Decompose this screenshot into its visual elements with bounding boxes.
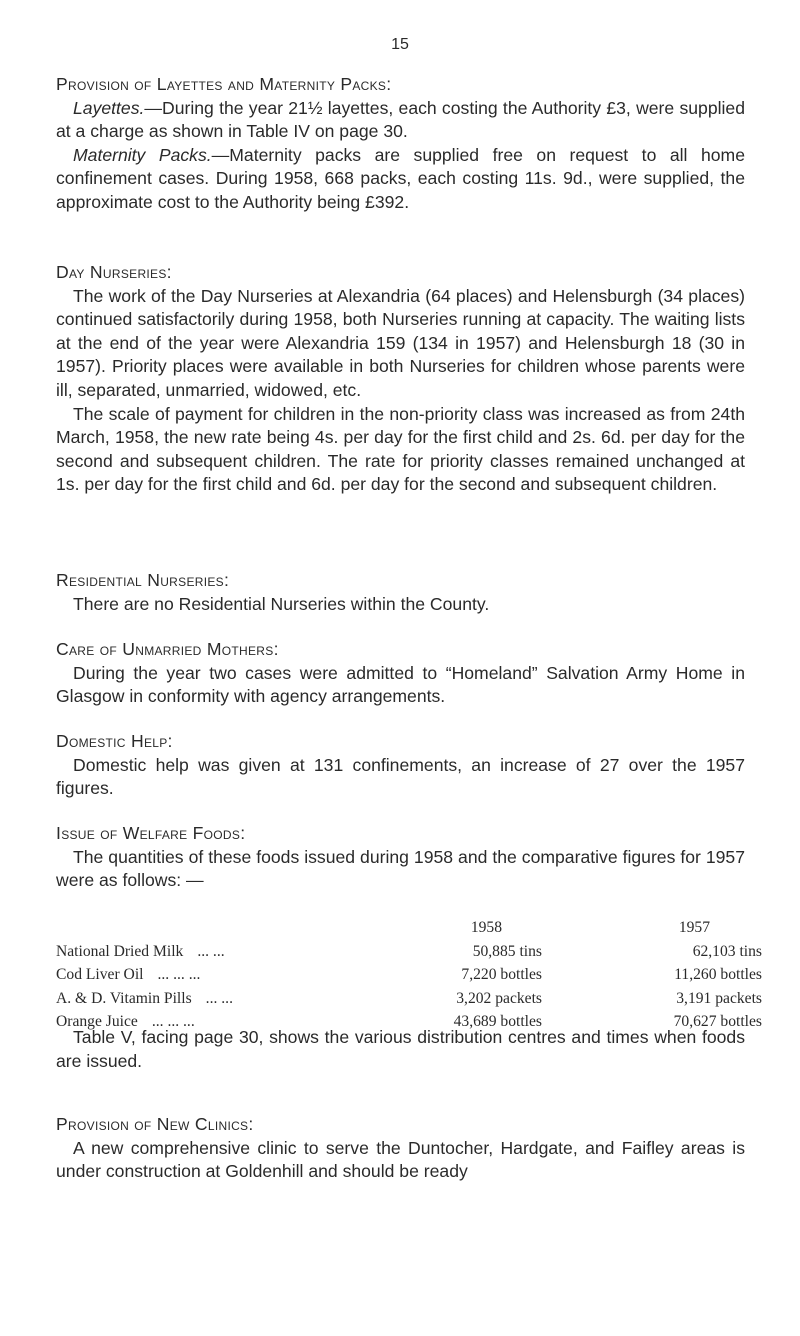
para-domestic-help: Domestic help was given at 131 confinements, an increase of 27 over the 1957 figures. [56,754,745,799]
label-layettes: Layettes. [73,97,145,118]
leader-dots: ... ... [205,989,233,1007]
food-name: A. & D. Vitamin Pills [56,989,192,1007]
para-new-clinics: A new comprehensive clinic to serve the Duntocher, Hardgate, and Faifley areas is under construction at Goldenhill and should be ready [56,1137,745,1182]
col-header-1958: 1958 [470,919,502,936]
para-unmarried-mothers: During the year two cases were admitted to “Homeland” Salvation Army Home in Glasgow in conformity with agency arrangements. [56,662,745,707]
table-row [56,987,762,1011]
section-welfare-after [56,1026,745,1073]
para-welfare-intro: The quantities of these foods issued during 1958 and the comparative figures for 1957 were as follows: — [56,846,745,891]
heading-unmarried-mothers: Care of Unmarried Mothers: [56,639,279,659]
value-1957: 70,627 bottles [673,1013,762,1031]
food-name: Cod Liver Oil [56,966,144,984]
para-day-nurseries-2: The scale of payment for children in the non-priority class was increased as from 24th March, 1958, the new rate being 4s. per day for the first child and 2s. 6d. per day for the second and subsequent children. The rate for priority classes remained unchanged at 1s. per day for the first child and 6d. per day for the second and subsequent children. [56,403,745,495]
section-residential [56,569,745,616]
col-header-1957: 1957 [678,919,710,936]
heading-domestic-help: Domestic Help: [56,731,173,751]
food-name: National Dried Milk [56,942,184,960]
text-maternity: —Maternity packs are supplied free on request to all home confinement cases. During 1958, 668 packs, each costing 11s. 9d., were supplied, the approximate cost to the Authority being £392. [56,144,745,212]
food-name-cell [56,987,316,1011]
label-maternity: Maternity Packs. [73,144,212,165]
value-1957: 11,260 bottles [674,966,762,984]
para-residential: There are no Residential Nurseries within the County. [73,593,490,614]
section-unmarried-mothers [56,638,745,709]
para-maternity [56,144,745,215]
text-layettes: —During the year 21½ layettes, each costing the Authority £3, were supplied at a charge as shown in Table IV on page 30. [56,97,745,142]
heading-day-nurseries: Day Nurseries: [56,262,172,282]
para-layettes [56,97,745,144]
section-welfare-foods [56,822,745,893]
value-1958: 43,689 bottles [453,1013,542,1031]
value-1957: 3,191 packets [676,989,762,1007]
welfare-foods-table [56,916,762,1034]
heading-welfare-foods: Issue of Welfare Foods: [56,823,246,843]
section-layettes [56,73,745,215]
table-row [56,940,762,964]
para-welfare-after: Table V, facing page 30, shows the various distribution centres and times when foods are issued. [56,1027,745,1071]
leader-dots: ... ... ... [157,966,201,984]
table-row [56,963,762,987]
section-day-nurseries [56,261,745,497]
food-name-cell [56,940,316,964]
heading-new-clinics: Provision of New Clinics: [56,1114,254,1134]
value-1958: 3,202 packets [456,989,542,1007]
page-number: 15 [391,36,409,53]
value-1957: 62,103 tins [692,942,762,960]
section-new-clinics [56,1113,745,1184]
leader-dots: ... ... ... [151,1013,195,1031]
value-1958: 50,885 tins [472,942,542,960]
section-domestic-help [56,730,745,801]
food-name: Orange Juice [56,1013,138,1031]
value-1958: 7,220 bottles [461,966,542,984]
heading-residential: Residential Nurseries: [56,570,230,590]
table-header-row [56,916,762,940]
para-day-nurseries-1: The work of the Day Nurseries at Alexandria (64 places) and Helensburgh (34 places) continued satisfactorily during 1958, both Nurseries running at capacity. The waiting lists at the end of the year were Alexandria 159 (134 in 1957) and Helensburgh 18 (30 in 1957). Priority places were available in both Nurseries for children whose parents were ill, separated, unmarried, widowed, etc. [56,285,745,400]
leader-dots: ... ... [197,942,225,960]
heading-layettes: Provision of Layettes and Maternity Packs: [56,74,392,94]
food-name-cell [56,963,316,987]
